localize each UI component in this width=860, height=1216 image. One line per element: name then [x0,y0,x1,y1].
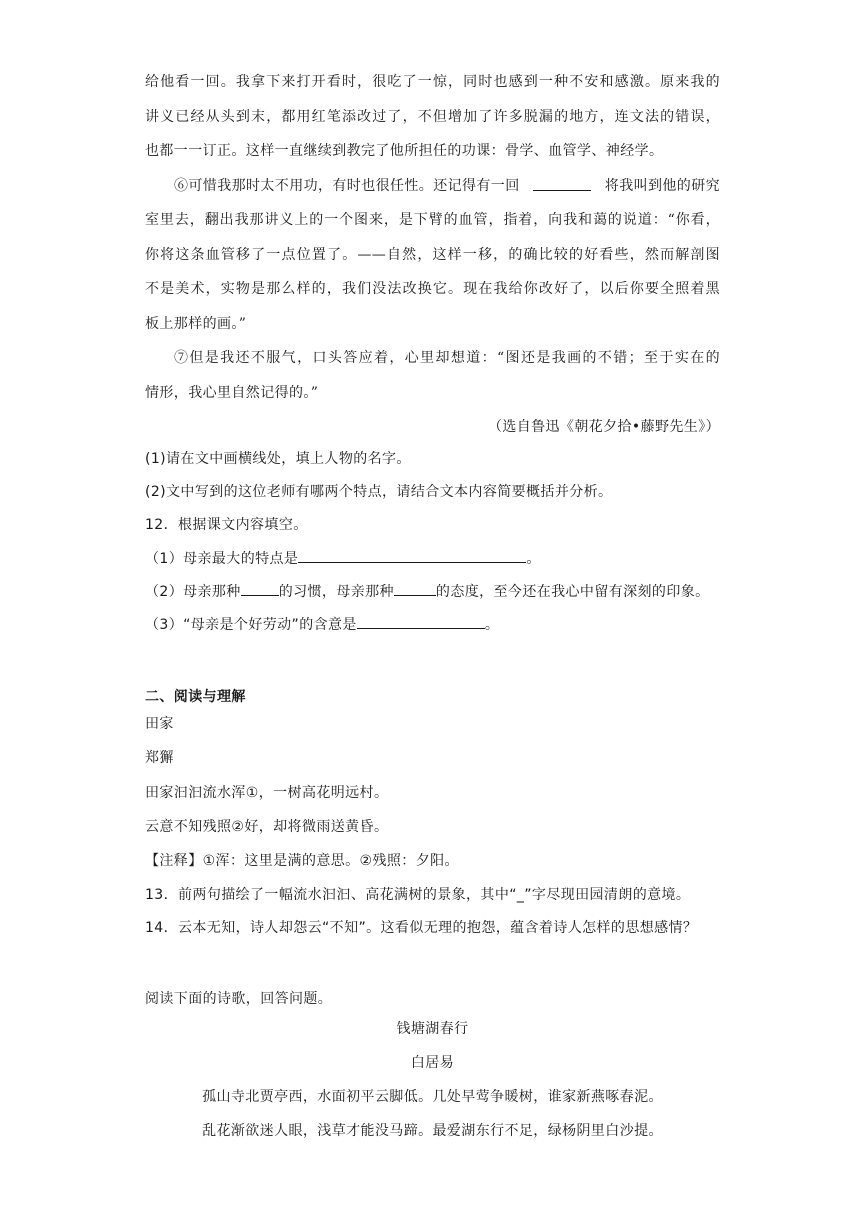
question-12-item-3-end: 。 [484,617,500,633]
question-12-item-1-end: 。 [526,551,541,567]
poem-2-line-2: 乱花渐欲迷人眼，浅草才能没马蹄。最爱湖东行不足，绿杨阴里白沙提。 [202,1123,663,1139]
question-12-item-2-text-a: （2）母亲那种 [145,584,241,600]
poem-1-line-1: 田家汩汩流水浑①，一树高花明远村。 [145,785,389,801]
paragraph-6-first-line [174,176,720,196]
poem-2-line-1: 孤山寺北贾亭西，水面初平云脚低。几处早莺争暖树，谁家新燕啄春泥。 [202,1089,663,1105]
passage-line-2: 讲义已经从头到末，都用红笔添改过了，不但增加了许多脱漏的地方，连文法的错误， [145,109,720,125]
name-blank[interactable] [533,176,591,191]
poem-1-line-2: 云意不知残照②好，却将微雨送黄昏。 [145,819,389,835]
question-13: 13．前两句描绘了一幅流水汩汩、高花满树的景象，其中“_”字尽现田园清朗的意境。 [145,887,691,903]
question-12-title: 12．根据课文内容填空。 [145,517,308,533]
question-12-item-3-text: （3）“母亲是个好劳动”的含意是 [145,617,357,633]
poem-2-title: 钱塘湖春行 [396,1021,469,1037]
passage-line-3: 也都一一订正。这样一直继续到教完了他所担任的功课：骨学、血管学、神经学。 [145,143,664,159]
passage-line-5: 室里去，翻出我那讲义上的一个图来，是下臂的血管，指着，向我和蔼的说道：“你看， [145,212,720,228]
question-12-item-2-text-c: 的态度，至今还在我心中留有深刻的印象。 [435,584,710,600]
section-2-heading: 二、阅读与理解 [145,689,246,705]
question-14: 14．云本无知，诗人却怨云“不知”。这看似无理的抱怨，蕴含着诗人怎样的思想感情？ [145,920,698,936]
paragraph-7-line-2: 情形，我心里自然记得的。” [145,385,319,401]
paragraph-6-text-a: ⑥可惜我那时太不用功，有时也很任性。还记得有一回 [174,178,520,194]
poem-1-title: 田家 [145,716,174,732]
passage-line-1: 给他看一回。我拿下来打开看时，很吃了一惊，同时也感到一种不安和感激。原来我的 [145,74,720,90]
answer-blank-2a[interactable] [241,581,279,596]
question-11-1: (1)请在文中画横线处，填上人物的名字。 [145,451,411,467]
passage-line-7: 不是美术，实物是那么样的，我们没法改换它。现在我给你改好了，以后你要全照着黑 [145,281,720,297]
passage-line-8: 板上那样的画。” [145,316,247,332]
question-12-item-2-text-b: 的习惯，母亲那种 [278,584,394,600]
poem-2-author: 白居易 [410,1055,455,1071]
question-12-item-1-text: （1）母亲最大的特点是 [145,551,299,567]
poem-1-author: 郑獬 [145,750,174,766]
paragraph-7-line-1: ⑦但是我还不服气，口头答应着，心里却想道：“图还是我画的不错；至于实在的 [174,350,720,366]
answer-blank-1[interactable] [298,548,526,563]
source-citation: （选自鲁迅《朝花夕拾•藤野先生》） [487,419,720,435]
question-11-2: (2)文中写到的这位老师有哪两个特点，请结合文本内容简要概括并分析。 [145,484,613,500]
answer-blank-3[interactable] [357,614,485,629]
question-12-item-3 [145,614,720,635]
paragraph-6-text-b: 将我叫到他的研究 [604,178,720,194]
poem-1-note: 【注释】①浑：这里是满的意思。②残照：夕阳。 [145,853,459,869]
answer-blank-2b[interactable] [394,581,436,596]
question-12-item-1 [145,548,720,569]
section-3-intro: 阅读下面的诗歌，回答问题。 [145,991,333,1007]
passage-line-6: 你将这条血管移了一点位置了。——自然，这样一移，的确比较的好看些，然而解剖图 [145,247,720,263]
question-12-item-2 [145,581,720,602]
